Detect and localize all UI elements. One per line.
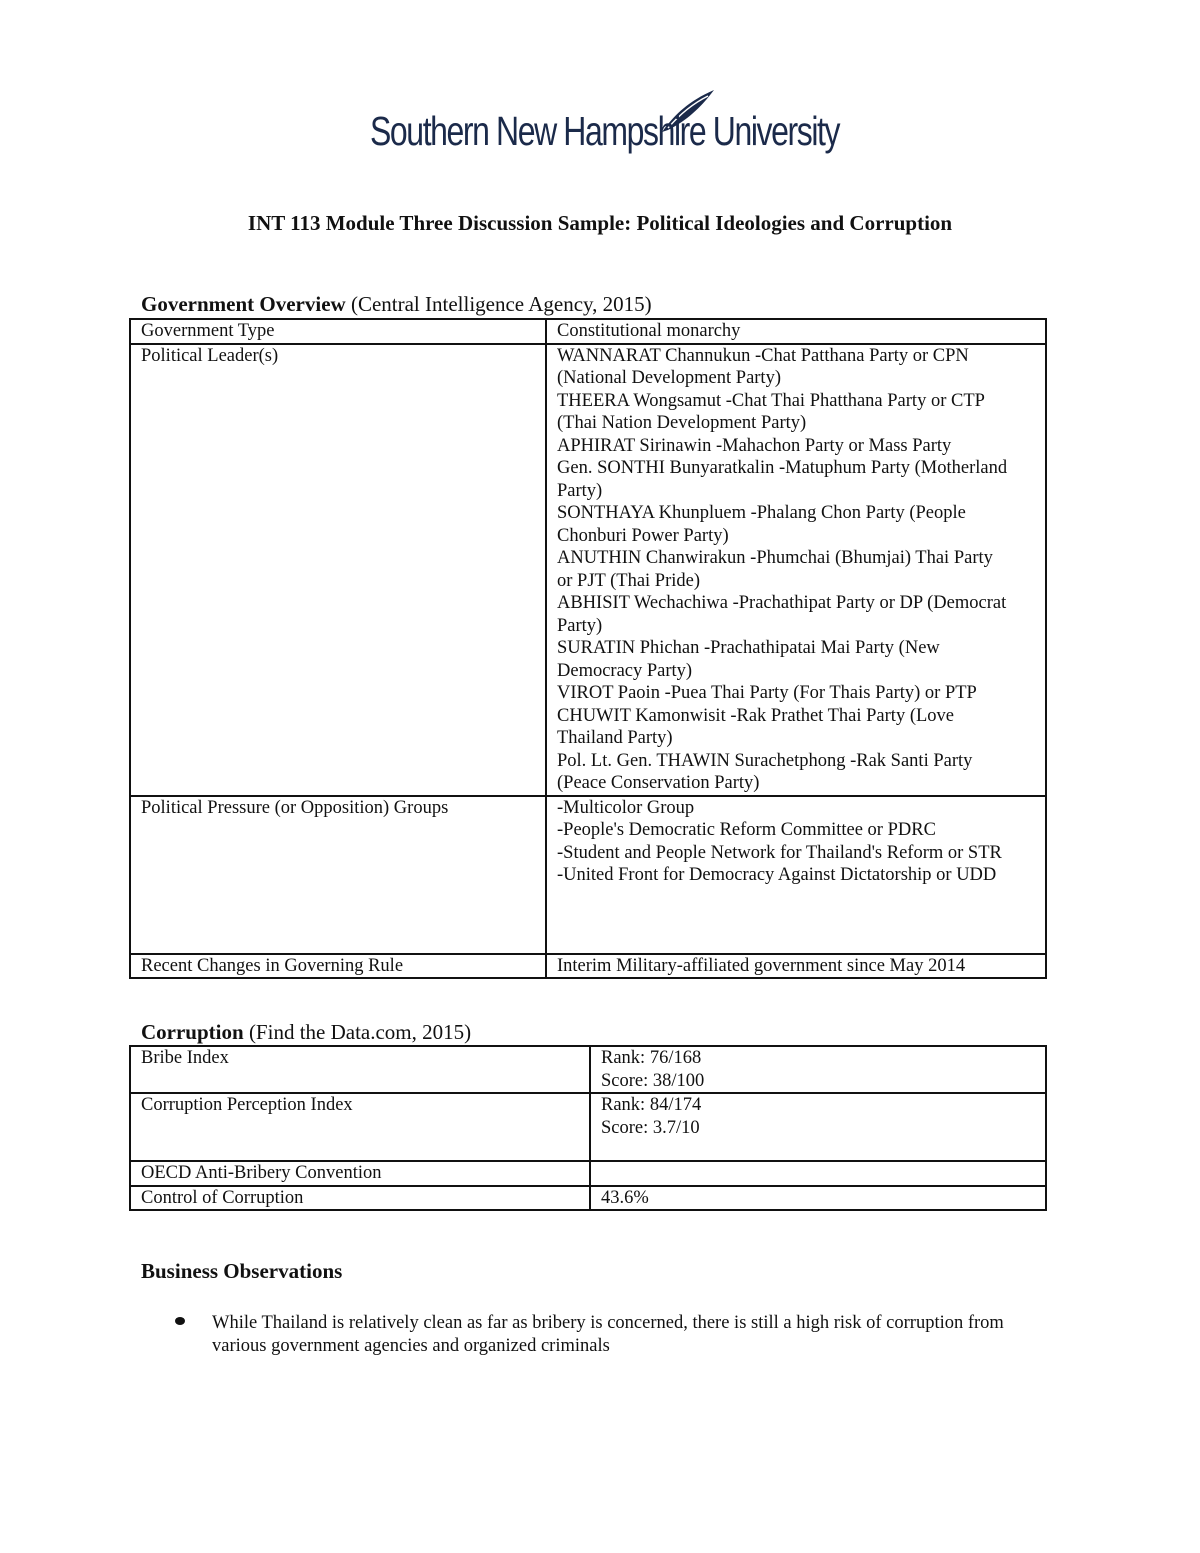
row-label: Political Pressure (or Opposition) Groups (130, 796, 546, 954)
government-overview-heading (141, 292, 652, 317)
section-source: (Central Intelligence Agency, 2015) (350, 292, 652, 316)
value-line: -Student and People Network for Thailand's Reform or STR (557, 842, 1002, 863)
row-label: Corruption Perception Index (130, 1093, 590, 1161)
value-line: Score: 38/100 (601, 1070, 705, 1091)
value-line: Score: 3.7/10 (601, 1117, 700, 1138)
corruption-heading (141, 1020, 471, 1045)
table-row (130, 1046, 1046, 1093)
section-title: Corruption (141, 1020, 244, 1044)
value-line: ANUTHIN Chanwirakun -Phumchai (Bhumjai) Thai Party (557, 548, 993, 568)
section-title: Government Overview (141, 292, 346, 316)
value-line: CHUWIT Kamonwisit -Rak Prathet Thai Party (Love (557, 705, 954, 726)
value-line: Constitutional monarchy (557, 321, 741, 341)
value-line: Rank: 84/174 (601, 1095, 702, 1115)
table-row (130, 344, 1046, 796)
row-value (590, 1046, 1046, 1093)
value-line: (Peace Conservation Party) (557, 773, 760, 793)
row-value (590, 1186, 1046, 1211)
value-line: SURATIN Phichan -Prachathipatai Mai Party (New (557, 638, 940, 658)
value-line: VIROT Paoin -Puea Thai Party (For Thais Party) or PTP (557, 683, 977, 703)
table-row (130, 1161, 1046, 1186)
value-line: Chonburi Power Party) (557, 525, 729, 546)
row-value (546, 344, 1046, 796)
row-value (546, 954, 1046, 979)
value-line: Interim Military-affiliated government since May 2014 (557, 955, 966, 976)
row-label: Political Leader(s) (130, 344, 546, 796)
row-value (546, 796, 1046, 954)
value-line: WANNARAT Channukun -Chat Patthana Party or CPN (557, 345, 969, 366)
value-line: -Multicolor Group (557, 797, 695, 818)
row-value (590, 1161, 1046, 1186)
value-line: SONTHAYA Khunpluem -Phalang Chon Party (People (557, 503, 966, 523)
value-line: Party) (557, 615, 603, 636)
value-line: APHIRAT Sirinawin -Mahachon Party or Mass Party (557, 435, 952, 456)
value-line: or PJT (Thai Pride) (557, 570, 701, 591)
value-line: (National Development Party) (557, 368, 781, 388)
table-row (130, 1186, 1046, 1211)
value-line: Gen. SONTHI Bunyaratkalin -Matuphum Party (Motherland (557, 458, 1008, 478)
university-logo (368, 88, 838, 168)
value-line: 43.6% (601, 1187, 649, 1208)
value-line: Rank: 76/168 (601, 1048, 702, 1068)
row-label: OECD Anti-Bribery Convention (130, 1161, 590, 1186)
document-title: INT 113 Module Three Discussion Sample: Political Ideologies and Corruption (247, 211, 953, 235)
value-line: -People's Democratic Reform Committee or PDRC (557, 820, 936, 840)
row-label: Bribe Index (130, 1046, 590, 1093)
row-value (546, 319, 1046, 344)
row-label: Recent Changes in Governing Rule (130, 954, 546, 979)
row-value (590, 1093, 1046, 1161)
table-row (130, 1093, 1046, 1161)
value-line: THEERA Wongsamut -Chat Thai Phatthana Party or CTP (557, 390, 985, 411)
section-source: (Find the Data.com, 2015) (248, 1020, 472, 1044)
corruption-table (129, 1045, 1047, 1211)
value-line: -United Front for Democracy Against Dictatorship or UDD (557, 865, 997, 885)
business-observations-heading: Business Observations (141, 1259, 343, 1283)
bullet-icon (175, 1317, 185, 1325)
value-line: ABHISIT Wechachiwa -Prachathipat Party or DP (Democrat (557, 593, 1007, 613)
table-row (130, 319, 1046, 344)
value-line: Pol. Lt. Gen. THAWIN Surachetphong -Rak Santi Party (557, 750, 973, 771)
value-line: (Thai Nation Development Party) (557, 413, 807, 433)
logo-text: Southern New Hampshire University (370, 108, 840, 154)
row-label: Government Type (130, 319, 546, 344)
value-line: Party) (557, 480, 603, 501)
value-line: Thailand Party) (557, 728, 673, 748)
government-overview-table (129, 318, 1047, 979)
table-row (130, 954, 1046, 979)
value-line: Democracy Party) (557, 660, 693, 681)
row-label: Control of Corruption (130, 1186, 590, 1211)
table-row (130, 796, 1046, 954)
observation-text: While Thailand is relatively clean as far as bribery is concerned, there is still a high risk of corruption from various government agencies and organized criminals (212, 1313, 1004, 1356)
